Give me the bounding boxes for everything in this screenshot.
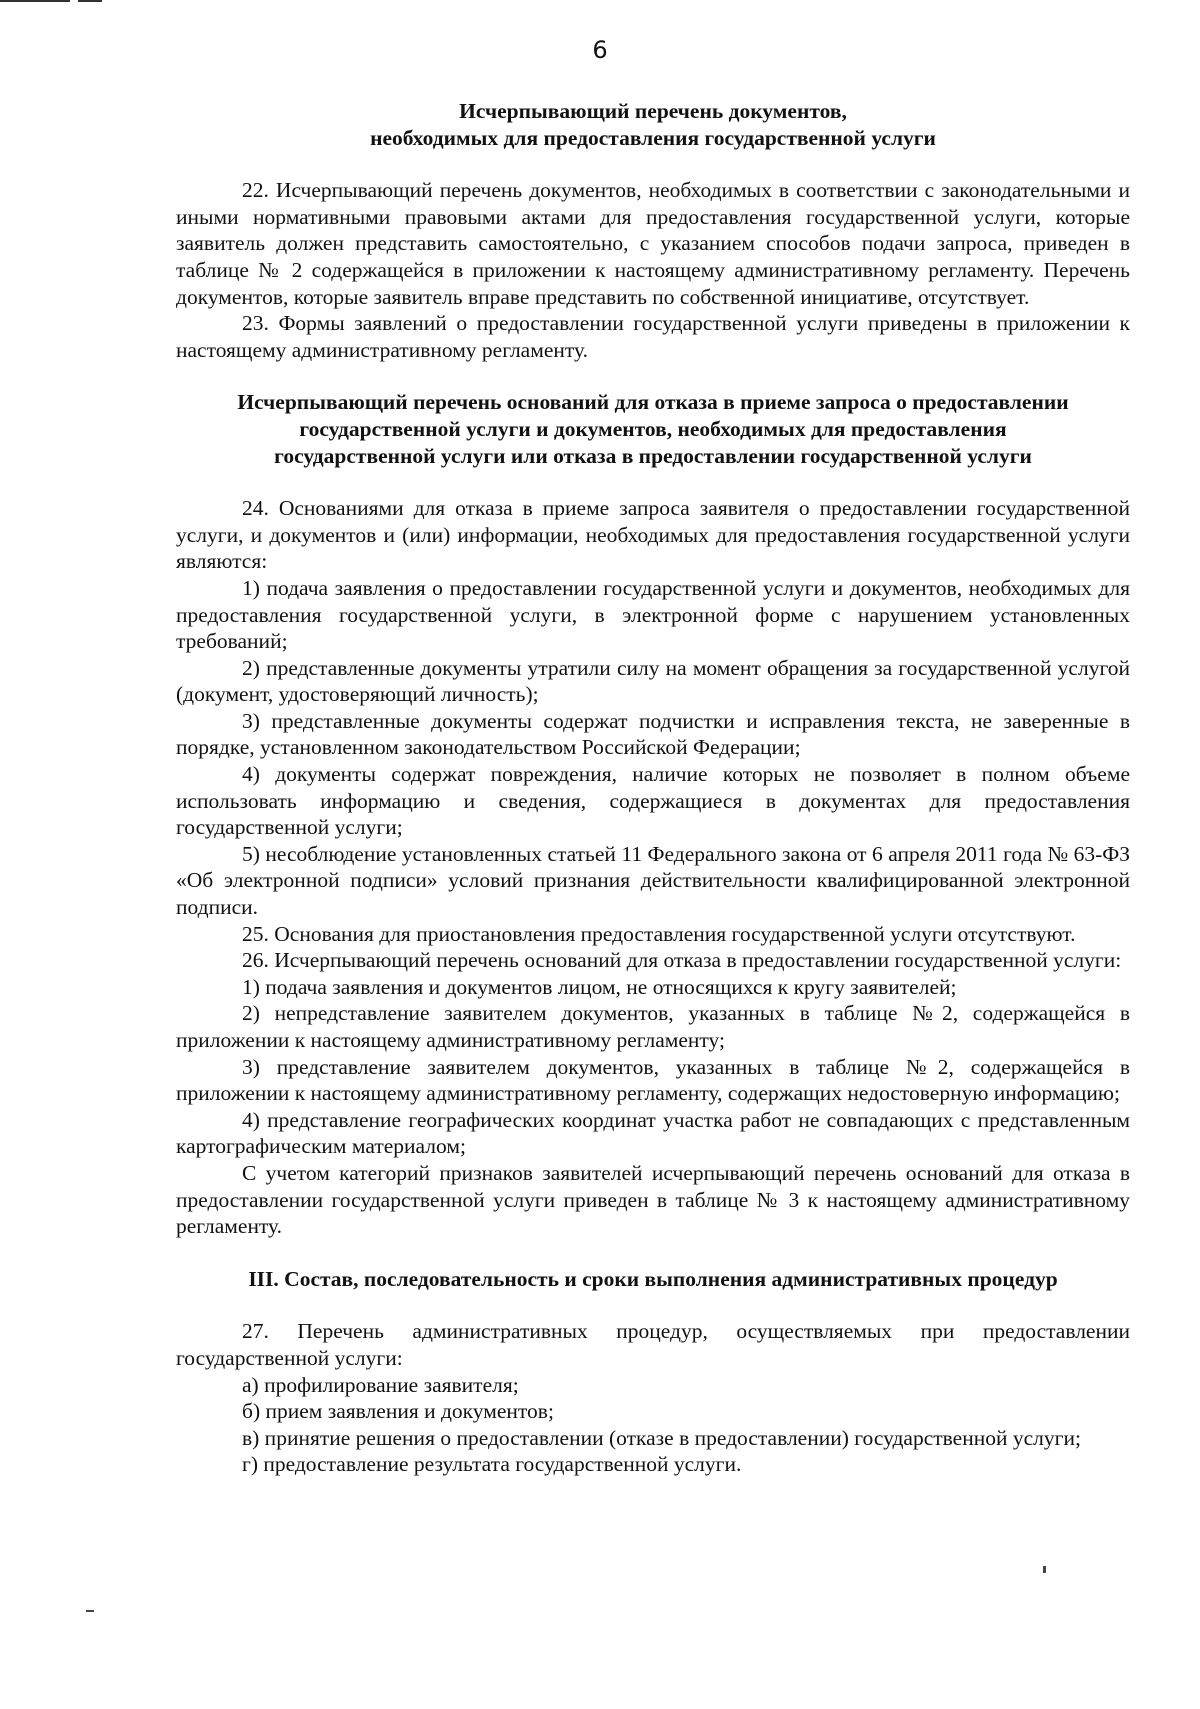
list-item: г) предоставление результата государственной услуги.: [242, 1452, 742, 1477]
list-item: 3) представление заявителем документов, указанных в таблице №2, содержащейся в приложении к настоящему административному регламенту, содержащих недостоверную информацию;: [176, 1054, 1130, 1106]
list-item: 1) подача заявления о предоставлении государственной услуги и документов, необходимых для предоставления государственной услуги, в электронной форме с нарушением установленных требований;: [176, 575, 1130, 654]
scan-margin-mark: [86, 1610, 94, 1612]
heading-line: III. Состав, последовательность и сроки выполнения административных процедур: [248, 1266, 1058, 1291]
scan-speck: [1043, 1566, 1046, 1573]
list-item: 5) несоблюдение установленных статьей 11 Федерального закона от 6 апреля 2011 года № 63-ФЗ «Об электронной подписи» условий признания действительности квалифицированной электронной подписи.: [176, 841, 1130, 920]
list-item: 2) непредставление заявителем документов, указанных в таблице №2, содержащейся в приложении к настоящему административному регламенту;: [176, 1001, 1130, 1052]
paragraph-note: С учетом категорий признаков заявителей исчерпывающий перечень оснований для отказа в предоставлении государственной услуги приведен в таблице № 3 к настоящему административному регламенту.: [176, 1160, 1130, 1239]
list-item: 1) подача заявления и документов лицом, не относящихся к кругу заявителей;: [242, 974, 957, 999]
paragraph-25: 25. Основания для приостановления предоставления государственной услуги отсутствуют.: [242, 921, 1076, 946]
heading-line: необходимых для предоставления государственной услуги: [370, 125, 936, 150]
scan-edge-mark: [78, 0, 102, 2]
paragraph-23: 23. Формы заявлений о предоставлении государственной услуги приведены в приложении к настоящему административному регламенту.: [176, 311, 1130, 362]
scan-edge-mark: [0, 0, 70, 2]
list-item: 4) представление географических координат участка работ не совпадающих с представленным картографическим материалом;: [176, 1107, 1130, 1159]
page-number: 6: [592, 36, 608, 64]
paragraph-22: 22. Исчерпывающий перечень документов, необходимых в соответствии с законодательными и иными нормативными правовыми актами для предоставления государственной услуги, которые заявитель должен представить самостоятельно, с указанием способов подачи запроса, приведен в таблице № 2 содержащейся в приложении к настоящему административному регламенту. Перечень документов, которые заявитель вправе представить по собственной инициативе, отсутствует.: [176, 178, 1130, 309]
list-item: б) прием заявления и документов;: [242, 1399, 554, 1424]
section-heading: [176, 98, 1130, 151]
document-body: [176, 98, 1130, 1478]
list-item: в) принятие решения о предоставлении (отказе в предоставлении) государственной услуги;: [242, 1425, 1081, 1450]
section-heading: [176, 389, 1130, 469]
heading-line: Исчерпывающий перечень документов,: [459, 99, 847, 123]
heading-line: государственной услуги и документов, необходимых для предоставления: [299, 416, 1007, 441]
paragraph-26: 26. Исчерпывающий перечень оснований для отказа в предоставлении государственной услуги:: [242, 948, 1122, 973]
paragraph-27: 27. Перечень административных процедур, осуществляемых при предоставлении государственной услуги:: [176, 1319, 1130, 1370]
list-item: 2) представленные документы утратили силу на момент обращения за государственной услугой (документ, удостоверяющий личность);: [176, 655, 1130, 707]
list-item: а) профилирование заявителя;: [242, 1372, 519, 1397]
list-item: 3) представленные документы содержат подчистки и исправления текста, не заверенные в порядке, установленном законодательством Российской Федерации;: [176, 708, 1130, 760]
heading-line: Исчерпывающий перечень оснований для отказа в приеме запроса о предоставлении: [237, 390, 1069, 415]
section-heading: [176, 1266, 1130, 1293]
paragraph-24: 24. Основаниями для отказа в приеме запроса заявителя о предоставлении государственной услуги, и документов и (или) информации, необходимых для предоставления государственной услуги являются:: [176, 496, 1130, 574]
heading-line: государственной услуги или отказа в предоставлении государственной услуги: [274, 443, 1032, 468]
list-item: 4) документы содержат повреждения, наличие которых не позволяет в полном объеме использовать информацию и сведения, содержащиеся в документах для предоставления государственной услуги;: [176, 762, 1130, 840]
